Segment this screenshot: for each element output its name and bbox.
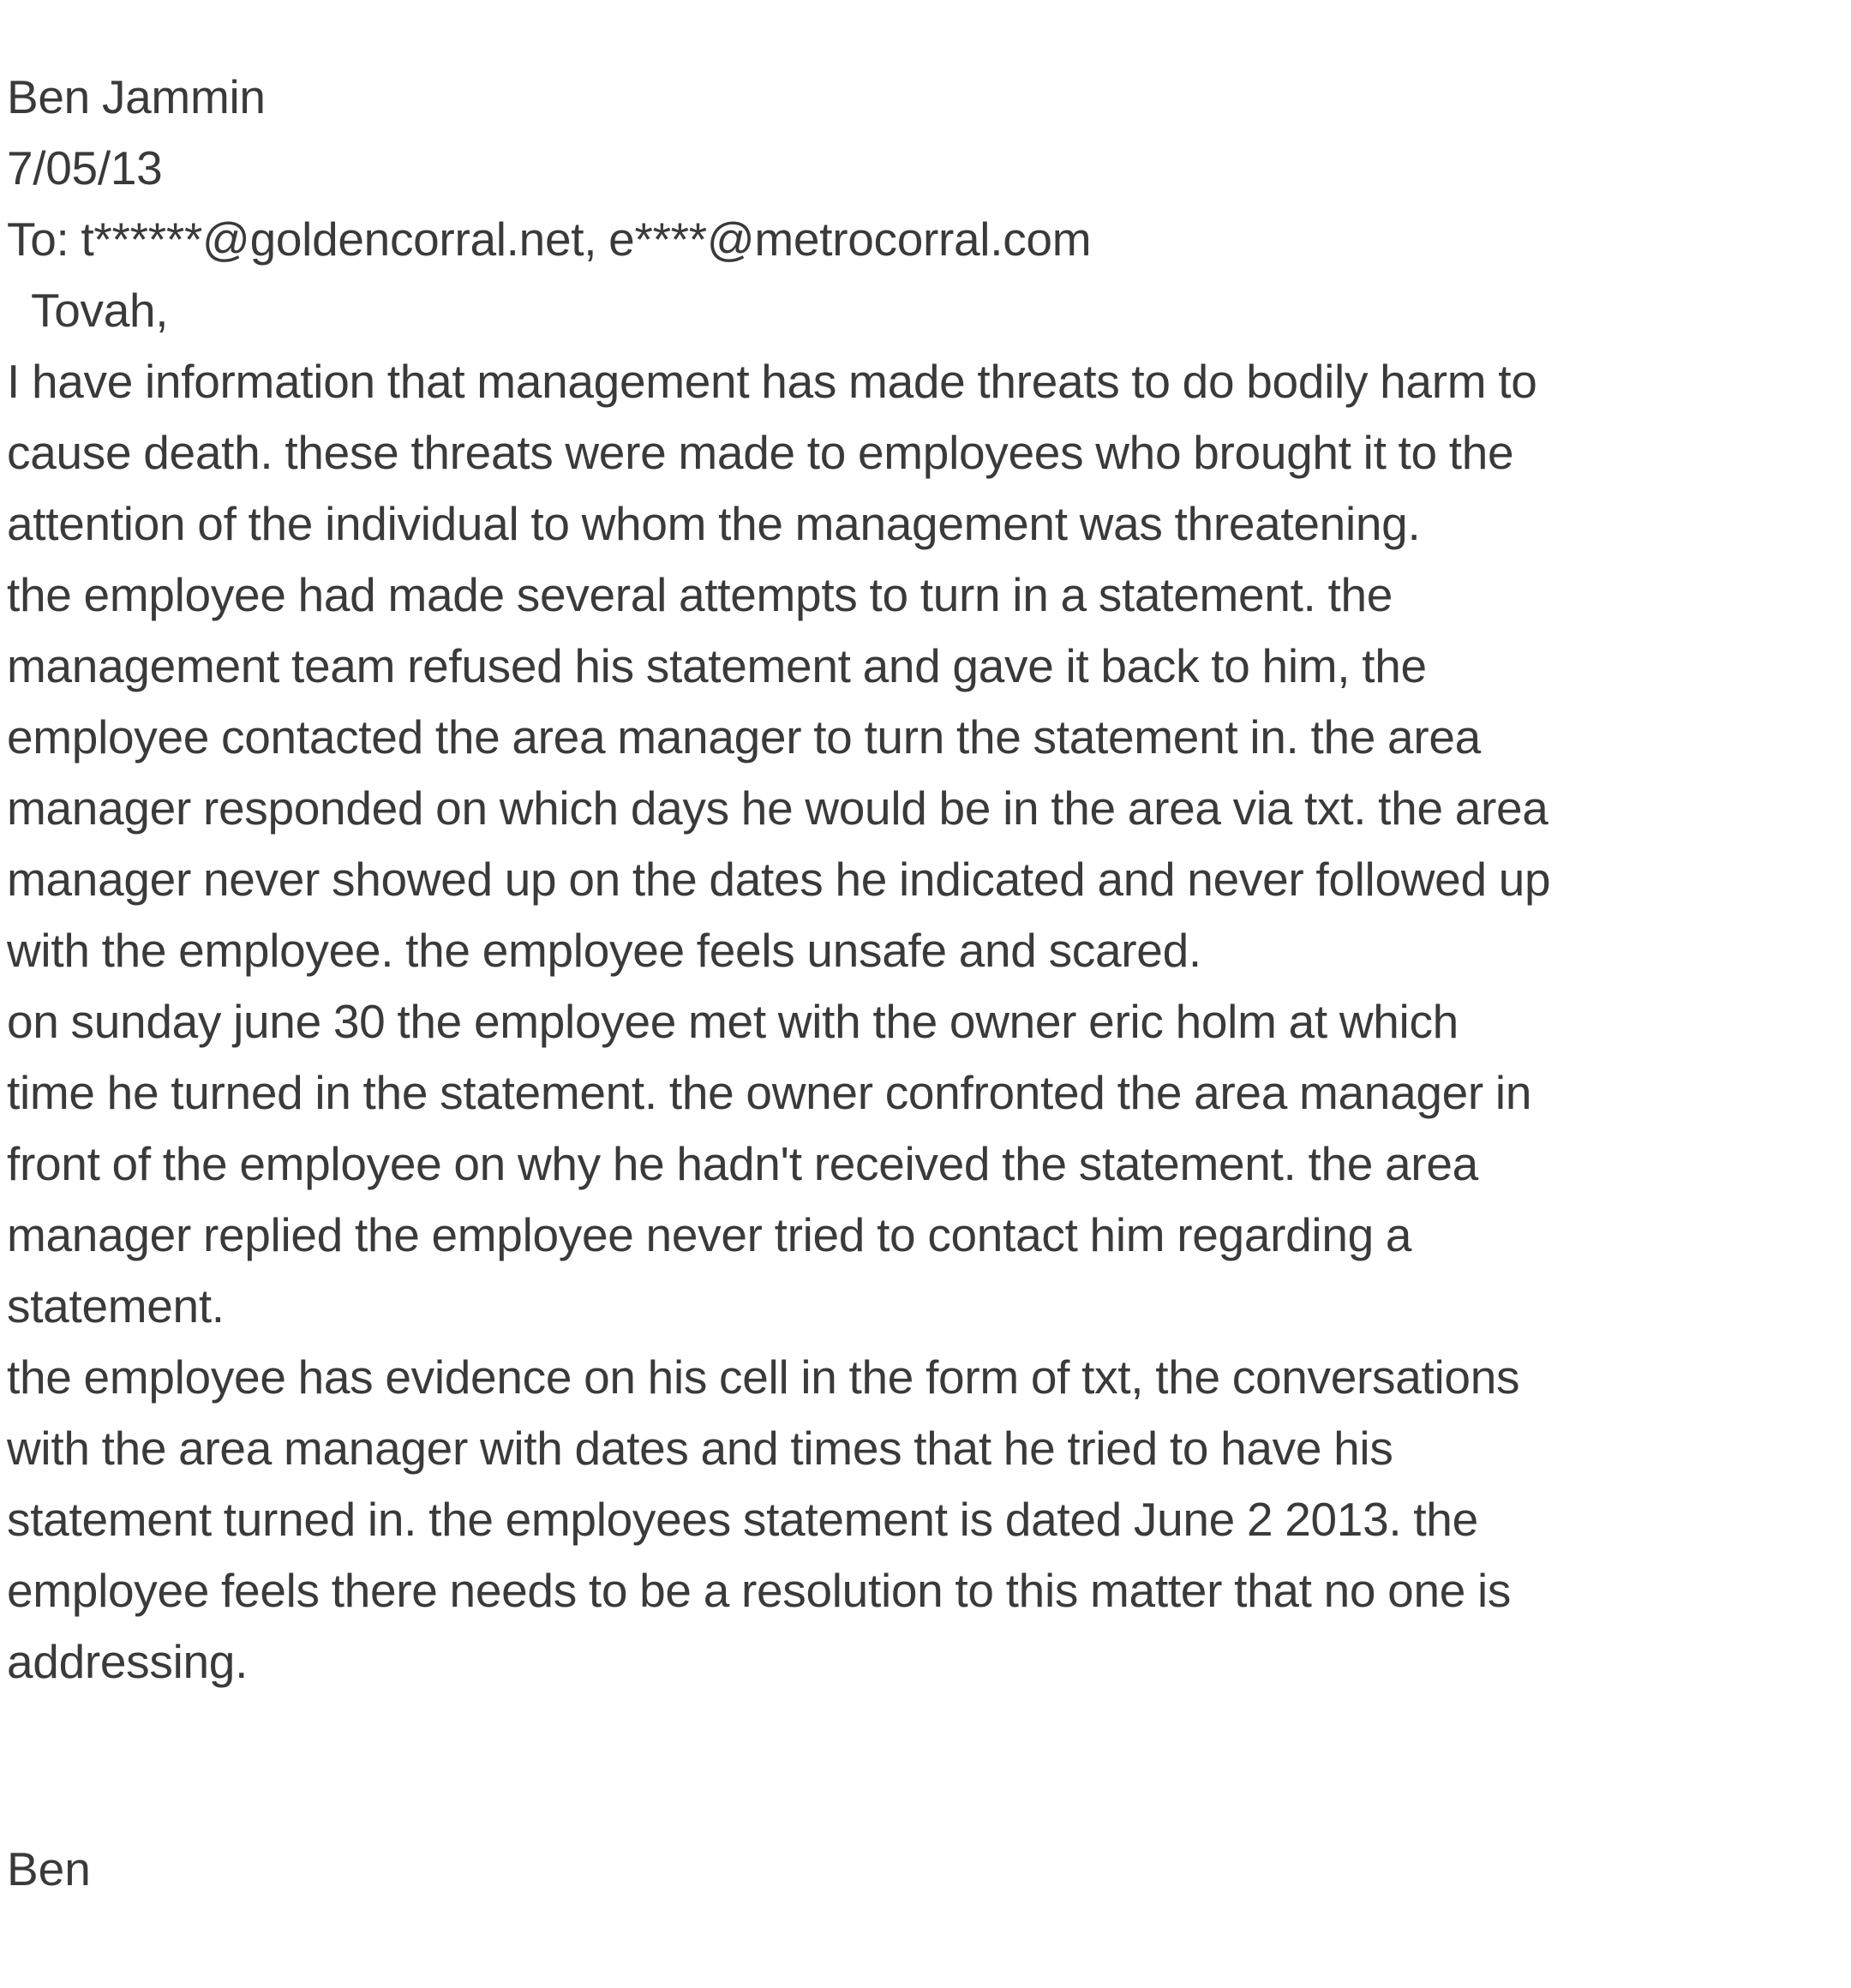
body-line-8: manager never showed up on the dates he indicated and never followed up [7,853,1551,906]
greeting: Tovah, [31,284,169,337]
body-line-1: I have information that management has made threats to do bodily harm to [7,355,1537,408]
letter-date: 7/05/13 [7,141,163,195]
body-line-13: manager replied the employee never tried to contact him regarding a [7,1208,1412,1261]
body-line-7: manager responded on which days he would be in the area via txt. the area [7,781,1548,835]
body-line-11: time he turned in the statement. the owner confronted the area manager in [7,1066,1532,1119]
recipients-line: To: t******@goldencorral.net, e****@metrocorral.com [7,213,1092,266]
body-line-6: employee contacted the area manager to turn the statement in. the area [7,710,1481,763]
body-line-16: with the area manager with dates and times that he tried to have his [7,1422,1393,1475]
body-line-10: on sunday june 30 the employee met with the owner eric holm at which [7,995,1459,1048]
body-line-18: employee feels there needs to be a resolution to this matter that no one is [7,1564,1512,1617]
body-line-4: the employee had made several attempts to turn in a statement. the [7,568,1393,621]
body-line-3: attention of the individual to whom the management was threatening. [7,497,1421,550]
body-line-12: front of the employee on why he hadn't received the statement. the area [7,1137,1478,1190]
sender-name: Ben Jammin [7,70,266,123]
body-line-9: with the employee. the employee feels unsafe and scared. [7,924,1201,977]
body-line-5: management team refused his statement and gave it back to him, the [7,639,1427,692]
letter-body [7,62,1849,1698]
body-line-14: statement. [7,1279,225,1332]
body-line-17: statement turned in. the employees statement is dated June 2 2013. the [7,1493,1478,1546]
body-line-15: the employee has evidence on his cell in the form of txt, the conversations [7,1350,1520,1404]
signoff-name: Ben [7,1842,91,1895]
body-line-19: addressing. [7,1635,249,1688]
body-line-2: cause death. these threats were made to employees who brought it to the [7,426,1514,479]
